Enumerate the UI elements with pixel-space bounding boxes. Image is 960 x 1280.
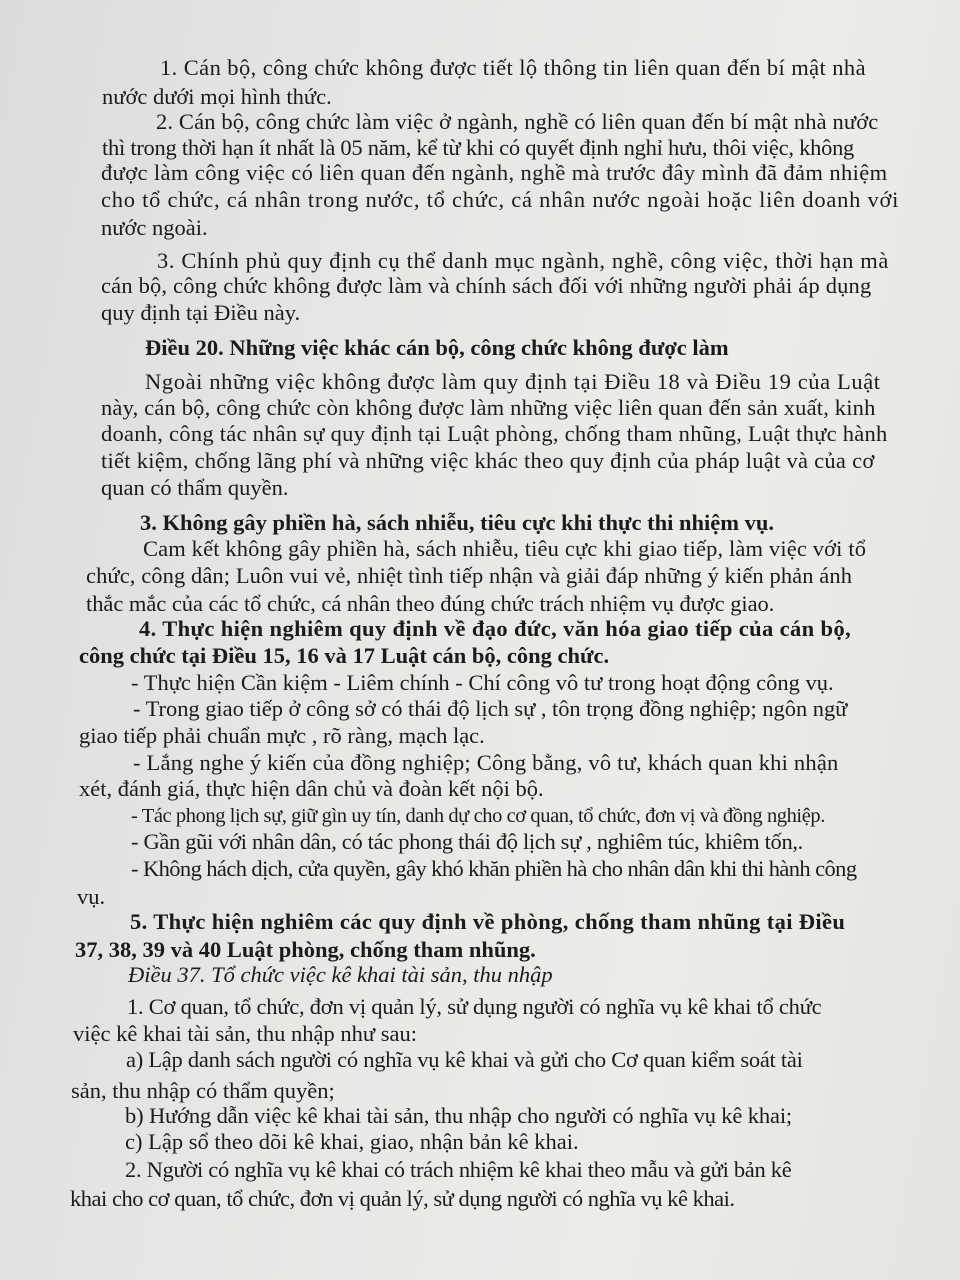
section-5-heading: 5. Thực hiện nghiêm các quy định về phòng, chống tham nhũng tại Điều xyxy=(130,909,846,934)
article-37-heading: Điều 37. Tổ chức việc kê khai tài sản, thu nhập xyxy=(128,962,553,987)
text-line: nước dưới mọi hình thức. xyxy=(102,84,332,109)
text-line: giao tiếp phải chuẩn mực , rõ ràng, mạch lạc. xyxy=(79,723,485,748)
text-line: nước ngoài. xyxy=(101,215,208,240)
bullet-item: - Thực hiện Cần kiệm - Liêm chính - Chí công vô tư trong hoạt động công vụ. xyxy=(131,670,834,695)
text-line: tiết kiệm, chống lãng phí và những việc khác theo quy định của pháp luật và của cơ xyxy=(101,448,875,473)
bullet-item: - Trong giao tiếp ở công sở có thái độ lịch sự , tôn trọng đồng nghiệp; ngôn ngữ xyxy=(133,696,848,721)
bullet-item: - Tác phong lịch sự, giữ gìn uy tín, danh dự cho cơ quan, tổ chức, đơn vị và đồng nghiệp. xyxy=(131,805,825,827)
text-line: quy định tại Điều này. xyxy=(101,300,301,325)
text-line: xét, đánh giá, thực hiện dân chủ và đoàn kết nội bộ. xyxy=(79,776,544,801)
article-20-heading: Điều 20. Những việc khác cán bộ, công chức không được làm xyxy=(145,335,729,360)
text-line: 2. Cán bộ, công chức làm việc ở ngành, nghề có liên quan đến bí mật nhà nước xyxy=(156,109,879,134)
text-line: thắc mắc của các tổ chức, cá nhân theo đúng chức trách nhiệm vụ được giao. xyxy=(86,591,775,616)
text-line: Ngoài những việc không được làm quy định tại Điều 18 và Điều 19 của Luật xyxy=(145,369,881,394)
text-line: vụ. xyxy=(77,884,106,909)
section-4-heading-cont: công chức tại Điều 15, 16 và 17 Luật cán bộ, công chức. xyxy=(79,643,610,668)
list-item: b) Hướng dẫn việc kê khai tài sản, thu nhập cho người có nghĩa vụ kê khai; xyxy=(125,1103,793,1128)
section-5-heading-cont: 37, 38, 39 và 40 Luật phòng, chống tham nhũng. xyxy=(75,937,536,962)
section-4-heading: 4. Thực hiện nghiêm quy định về đạo đức, văn hóa giao tiếp của cán bộ, xyxy=(139,616,852,641)
text-line: khai cho cơ quan, tổ chức, đơn vị quản lý, sử dụng người có nghĩa vụ kê khai. xyxy=(70,1186,735,1211)
text-line: doanh, công tác nhân sự quy định tại Luật phòng, chống tham nhũng, Luật thực hành xyxy=(101,421,888,446)
text-line: Cam kết không gây phiền hà, sách nhiễu, tiêu cực khi giao tiếp, làm việc với tổ xyxy=(143,536,867,561)
text-line: cho tổ chức, cá nhân trong nước, tổ chức, cá nhân nước ngoài hoặc liên doanh với xyxy=(101,187,900,212)
text-line: sản, thu nhập có thẩm quyền; xyxy=(71,1078,335,1103)
text-line: quan có thẩm quyền. xyxy=(101,475,289,500)
bullet-item: - Không hách dịch, cửa quyền, gây khó khăn phiền hà cho nhân dân khi thi hành công xyxy=(131,856,857,881)
text-line: 1. Cơ quan, tổ chức, đơn vị quản lý, sử dụng người có nghĩa vụ kê khai tổ chức xyxy=(127,994,822,1019)
text-line: 3. Chính phủ quy định cụ thể danh mục ngành, nghề, công việc, thời hạn mà xyxy=(157,248,889,273)
list-item: c) Lập sổ theo dõi kê khai, giao, nhận bản kê khai. xyxy=(125,1129,579,1154)
bullet-item: - Gần gũi với nhân dân, có tác phong thái độ lịch sự , nghiêm túc, khiêm tốn,. xyxy=(131,829,803,854)
text-line: này, cán bộ, công chức còn không được làm những việc liên quan đến sản xuất, kinh xyxy=(101,395,876,420)
text-line: 1. Cán bộ, công chức không được tiết lộ thông tin liên quan đến bí mật nhà xyxy=(160,55,866,80)
text-line: 2. Người có nghĩa vụ kê khai có trách nhiệm kê khai theo mẫu và gửi bản kê xyxy=(125,1157,792,1182)
text-line: cán bộ, công chức không được làm và chính sách đối với những người phải áp dụng xyxy=(101,273,872,298)
text-line: thì trong thời hạn ít nhất là 05 năm, kể từ khi có quyết định nghỉ hưu, thôi việc, không xyxy=(102,135,855,160)
section-3-heading: 3. Không gây phiền hà, sách nhiễu, tiêu cực khi thực thi nhiệm vụ. xyxy=(140,510,774,535)
text-line: việc kê khai tài sản, thu nhập như sau: xyxy=(73,1021,417,1046)
list-item: a) Lập danh sách người có nghĩa vụ kê khai và gửi cho Cơ quan kiểm soát tài xyxy=(126,1047,803,1072)
bullet-item: - Lắng nghe ý kiến của đồng nghiệp; Công bằng, vô tư, khách quan khi nhận xyxy=(133,750,839,775)
text-line: chức, công dân; Luôn vui vẻ, nhiệt tình tiếp nhận và giải đáp những ý kiến phản ánh xyxy=(86,563,853,588)
text-line: được làm công việc có liên quan đến ngành, nghề mà trước đây mình đã đảm nhiệm xyxy=(101,160,888,185)
